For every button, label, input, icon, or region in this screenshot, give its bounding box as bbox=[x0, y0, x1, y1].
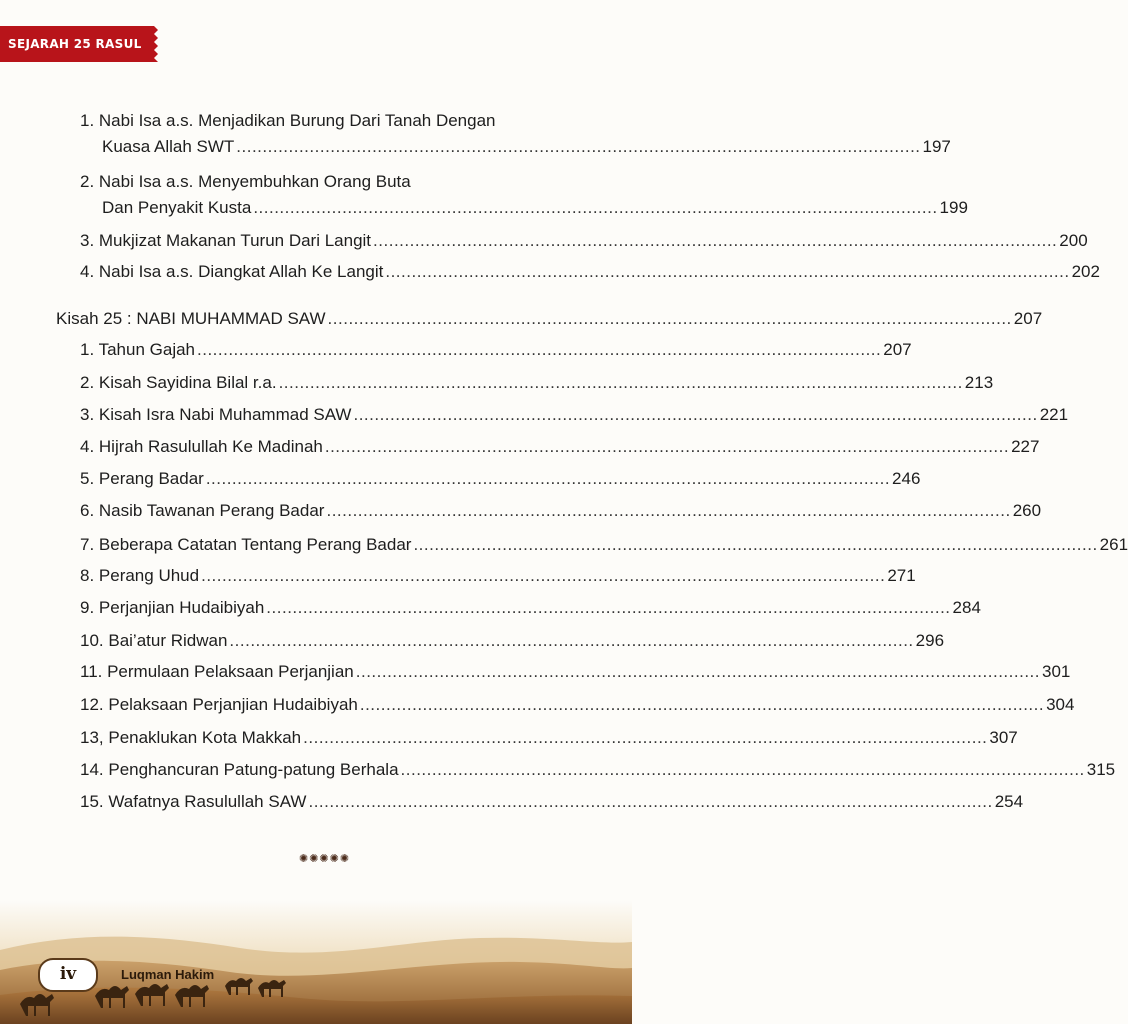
toc-entry-page: 227 bbox=[1011, 437, 1040, 456]
toc-entry[interactable] bbox=[80, 695, 1075, 715]
toc-entry-title-line: Kuasa Allah SWT bbox=[102, 137, 235, 156]
dot-leader: ................................................................................................................................... bbox=[400, 760, 1085, 779]
toc-entry-title: 13, Penaklukan Kota Makkah bbox=[80, 728, 302, 747]
toc-entry[interactable] bbox=[80, 566, 916, 586]
toc-entry-title: 11. Permulaan Pelaksaan Perjanjian bbox=[80, 662, 354, 681]
toc-entry-title: 10. Bai’atur Ridwan bbox=[80, 631, 228, 650]
toc-entry[interactable] bbox=[80, 262, 1100, 282]
toc-entry-page: 197 bbox=[922, 137, 951, 156]
toc-entry[interactable] bbox=[80, 231, 1088, 251]
toc-entry[interactable] bbox=[80, 535, 1128, 555]
dot-leader: ................................................................................................................................... bbox=[205, 469, 891, 488]
toc-entry-title-line: 2. Nabi Isa a.s. Menyembuhkan Orang Buta bbox=[80, 172, 411, 191]
toc-entry[interactable] bbox=[80, 405, 1069, 425]
dot-leader: ................................................................................................................................... bbox=[359, 695, 1045, 714]
toc-entry-page: 254 bbox=[994, 792, 1024, 811]
author-name: Luqman Hakim bbox=[121, 967, 215, 982]
toc-entry[interactable] bbox=[80, 598, 981, 618]
toc-entry-page: 199 bbox=[939, 198, 968, 217]
section-tab bbox=[0, 26, 150, 62]
section-tab-label: SEJARAH 25 RASUL bbox=[8, 37, 142, 51]
dot-leader: ................................................................................................................................... bbox=[373, 231, 1058, 250]
toc-entry-title: 4. Hijrah Rasulullah Ke Madinah bbox=[80, 437, 323, 456]
toc-entry[interactable] bbox=[80, 373, 994, 393]
toc-entry-page: 271 bbox=[887, 566, 916, 585]
dot-leader: ................................................................................................................................... bbox=[413, 535, 1098, 554]
toc-chapter-title: Kisah 25 : NABI MUHAMMAD SAW bbox=[56, 309, 326, 328]
toc-entry-title: 3. Kisah Isra Nabi Muhammad SAW bbox=[80, 405, 352, 424]
toc-entry-page: 213 bbox=[964, 373, 994, 392]
dot-leader: ................................................................................................................................... bbox=[385, 262, 1070, 281]
dot-leader: ................................................................................................................................... bbox=[229, 631, 914, 650]
toc-entry-title: 4. Nabi Isa a.s. Diangkat Allah Ke Langit bbox=[80, 262, 384, 281]
desert-caravan-illustration bbox=[0, 900, 632, 1024]
toc-entry-title-line: 1. Nabi Isa a.s. Menjadikan Burung Dari Tanah Dengan bbox=[80, 111, 496, 130]
toc-entry-page: 301 bbox=[1041, 662, 1071, 681]
toc-entry-title-line: Dan Penyakit Kusta bbox=[102, 198, 252, 217]
dot-leader: ................................................................................................................................... bbox=[324, 437, 1010, 456]
toc-entry-title: 9. Perjanjian Hudaibiyah bbox=[80, 598, 265, 617]
tab-zigzag-edge bbox=[148, 26, 158, 62]
toc-chapter[interactable] bbox=[56, 309, 1043, 329]
dot-leader: ................................................................................................................................... bbox=[236, 137, 921, 156]
toc-entry-page: 221 bbox=[1039, 405, 1069, 424]
flower-ornament-icon: ✺✺✺✺✺ bbox=[299, 853, 351, 865]
toc-entry[interactable] bbox=[80, 340, 912, 360]
toc-entry[interactable] bbox=[80, 631, 945, 651]
toc-entry[interactable] bbox=[80, 437, 1040, 457]
dot-leader: ................................................................................................................................... bbox=[201, 566, 886, 585]
dot-leader: ................................................................................................................................... bbox=[278, 373, 963, 392]
dot-leader: ................................................................................................................................... bbox=[353, 405, 1038, 424]
toc-entry-title: 7. Beberapa Catatan Tentang Perang Badar bbox=[80, 535, 412, 554]
dot-leader: ................................................................................................................................... bbox=[253, 198, 938, 217]
dot-leader: ................................................................................................................................... bbox=[197, 340, 882, 359]
toc-entry-title: 12. Pelaksaan Perjanjian Hudaibiyah bbox=[80, 695, 358, 714]
toc-entry-page: 202 bbox=[1071, 262, 1100, 281]
dot-leader: ................................................................................................................................... bbox=[308, 792, 993, 811]
page-number-badge: iv bbox=[38, 958, 98, 992]
toc-entry-page: 246 bbox=[892, 469, 921, 488]
toc-chapter-page: 207 bbox=[1013, 309, 1043, 328]
toc-entry-page: 207 bbox=[883, 340, 912, 359]
toc-entry[interactable] bbox=[80, 662, 1071, 682]
dot-leader: ................................................................................................................................... bbox=[303, 728, 988, 747]
toc-entry[interactable] bbox=[80, 501, 1042, 521]
toc-entry-title: 14. Penghancuran Patung-patung Berhala bbox=[80, 760, 399, 779]
toc-entry[interactable] bbox=[80, 792, 1024, 812]
toc-entry-page: 200 bbox=[1059, 231, 1088, 250]
toc-entry-page: 304 bbox=[1046, 695, 1075, 714]
toc-entry-page: 260 bbox=[1012, 501, 1042, 520]
toc-entry-page: 296 bbox=[915, 631, 945, 650]
toc-entry[interactable] bbox=[80, 728, 1018, 748]
toc-entry-title: 8. Perang Uhud bbox=[80, 566, 200, 585]
toc-entry-title: 15. Wafatnya Rasulullah SAW bbox=[80, 792, 307, 811]
toc-entry-title: 5. Perang Badar bbox=[80, 469, 204, 488]
toc-entry[interactable] bbox=[80, 111, 951, 157]
toc-entry-page: 315 bbox=[1086, 760, 1116, 779]
toc-entry-title: 2. Kisah Sayidina Bilal r.a. bbox=[80, 373, 277, 392]
toc-entry-page: 307 bbox=[989, 728, 1018, 747]
toc-entry[interactable] bbox=[80, 760, 1116, 780]
toc-entry-title: 6. Nasib Tawanan Perang Badar bbox=[80, 501, 325, 520]
dot-leader: ................................................................................................................................... bbox=[327, 309, 1012, 328]
toc-entry-page: 261 bbox=[1099, 535, 1128, 554]
toc-entry-title: 3. Mukjizat Makanan Turun Dari Langit bbox=[80, 231, 372, 250]
toc-entry[interactable] bbox=[80, 469, 921, 489]
toc-entry[interactable] bbox=[80, 172, 968, 218]
dot-leader: ................................................................................................................................... bbox=[355, 662, 1040, 681]
dot-leader: ................................................................................................................................... bbox=[326, 501, 1011, 520]
toc-entry-page: 284 bbox=[952, 598, 981, 617]
toc-entry-title: 1. Tahun Gajah bbox=[80, 340, 195, 359]
dot-leader: ................................................................................................................................... bbox=[266, 598, 951, 617]
